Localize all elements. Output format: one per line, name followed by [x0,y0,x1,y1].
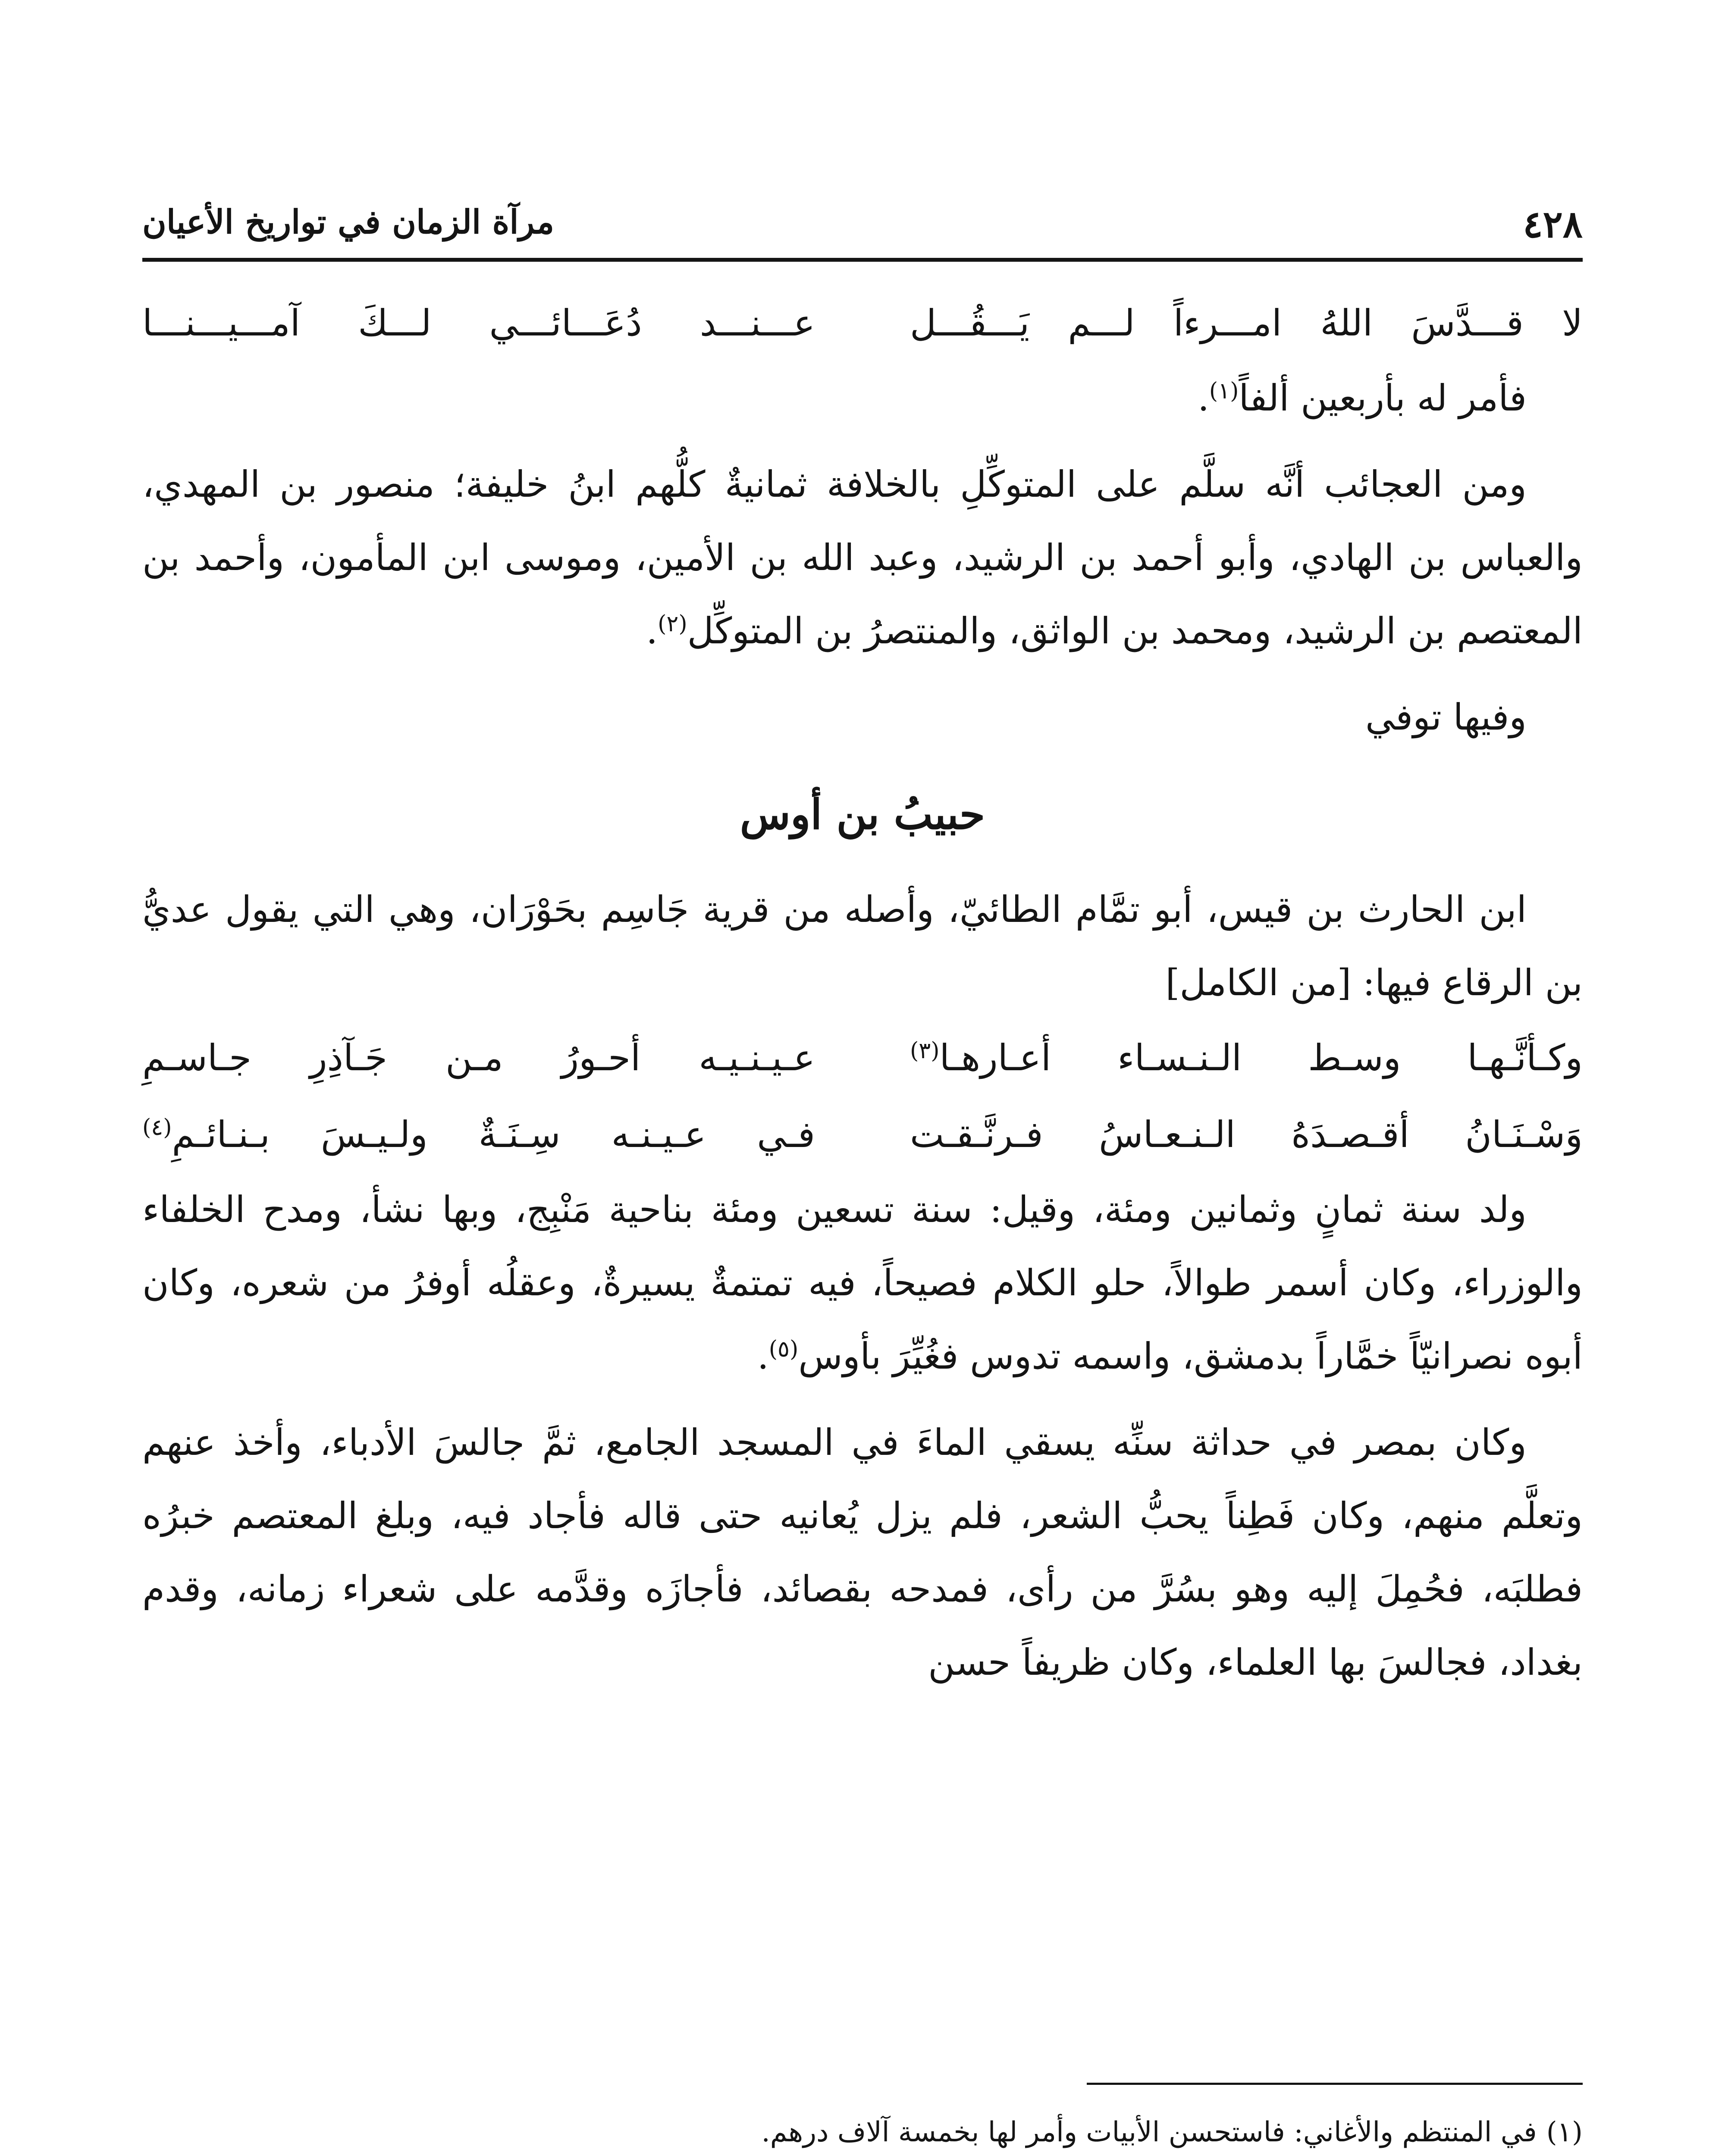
verse-line [142,1019,1583,1096]
paragraph [142,448,1583,667]
book-title: مرآة الزمان في تواريخ الأعيان [142,203,555,241]
paragraph-end: . [646,610,658,652]
page-number: ٤٢٨ [1523,203,1583,246]
paragraph [142,680,1583,754]
footnote-marker: (١) [1209,378,1239,404]
paragraph-text: فأمر له بأربعين ألفاً [1239,377,1527,419]
verse-second-hemistich: عـيـنـيـه أحـورُ مـن جَـآذِرِ جـاسـمِ [142,1037,815,1079]
verse-second-hemistich [142,1096,815,1173]
running-header [142,190,1583,254]
paragraph [142,1406,1583,1699]
verse-first-hemistich: لا قـــدَّسَ اللهُ امـــرءاً لـــم يَـــقُـــل [910,302,1583,344]
biography-heading: حبيبُ بن أوس [740,790,985,839]
paragraph [142,873,1583,1019]
paragraph-text: ابن الحارث بن قيس، أبو تمَّام الطائيّ، وأصله من قرية جَاسِم بحَوْرَان، وهي التي يقول عديُّ بن الرقاع فيها: [من الكامل] [142,888,1583,1004]
paragraph-text: وفيها توفي [1365,696,1527,738]
footnote-marker: (٣) [910,1038,940,1064]
paragraph [142,1173,1583,1393]
verse-second-hemistich: عـــنـــد دُعَـــائـــي لـــكَ آمـــيـــنـــا [142,302,815,344]
verse-text: فـي عـيـنـه سِـنَـةٌ ولـيـسَ بـنـائـمِ [172,1113,815,1156]
paragraph-text: ومن العجائب أنَّه سلَّم على المتوكِّلِ بالخلافة ثمانيةٌ كلُّهم ابنُ خليفة؛ منصور بن المهدي، والعباس بن الهادي، وأبو أحمد بن الرشيد، وعبد الله بن الأمين، وموسى ابن المأمون، وأحمد بن المعتصم بن الرشيد، ومحمد بن الواثق، والمنتصرُ بن المتوكِّل [142,463,1583,652]
verse-text: وكـأنَّـهـا وسـط الـنـسـاء أعـارهـا [939,1037,1583,1079]
footnote-number: (١) [1546,2116,1583,2148]
book-page [142,142,1583,2156]
footnote [142,2100,1583,2156]
paragraph-end: . [757,1335,769,1377]
verse-first-hemistich: وَسْـنَـانُ أقـصـدَهُ الـنـعـاسُ فـرنَّـقـت [910,1113,1583,1156]
paragraph-text: ولد سنة ثمانٍ وثمانين ومئة، وقيل: سنة تسعين ومئة بناحية مَنْبِج، وبها نشأ، ومدح الخلفاء والوزراء، وكان أسمر طوالاً، حلو الكلام فصيحاً، فيه تمتمةٌ يسيرةٌ، وعقلُه أوفرُ من شعره، وكان أبوه نصرانيّاً خمَّاراً بدمشق، واسمه تدوس فغُيِّرَ بأوس [142,1188,1583,1377]
main-text [142,285,1583,1699]
footnote-marker: (٤) [142,1115,172,1141]
footnote-marker: (٥) [768,1336,799,1362]
footnote-text: في المنتظم والأغاني: فاستحسن الأبيات وأمر لها بخمسة آلاف درهم. [761,2116,1537,2148]
paragraph [142,361,1583,435]
paragraph-text: وكان بمصر في حداثة سنِّه يسقي الماءَ في المسجد الجامع، ثمَّ جالسَ الأدباء، وأخذ عنهم وتعلَّم منهم، وكان فَطِناً يحبُّ الشعر، فلم يزل يُعانيه حتى قاله فأجاد فيه، وبلغ المعتصم خبرُه فطلبَه، فحُمِلَ إليه وهو بسُرَّ من رأى، فمدحه بقصائد، فأجازَه وقدَّمه على شعراء زمانه، وقدم بغداد، فجالسَ بها العلماء، وكان ظريفاً حسن [142,1421,1583,1683]
footnote-marker: (٢) [658,611,687,637]
verse-line [142,1096,1583,1173]
paragraph-end: . [1198,377,1209,419]
footnotes [142,2100,1583,2156]
header-rule [142,258,1583,262]
footnote-rule [1087,2083,1583,2085]
verse-first-hemistich [910,1019,1583,1096]
verse-line [142,285,1583,361]
